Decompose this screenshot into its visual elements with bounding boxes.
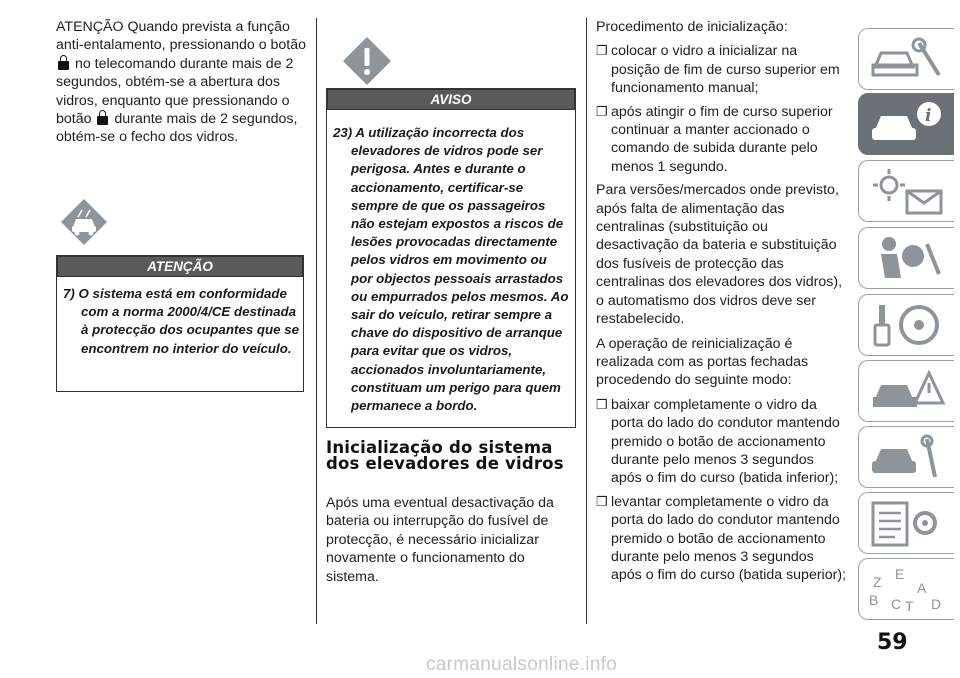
procedure-intro: Procedimento de inicialização:	[596, 19, 788, 35]
attention-text	[57, 277, 303, 374]
svg-text:A: A	[917, 580, 927, 596]
section-text: Após uma eventual desactivação da bateria ou interrupção do fusível de protecção, é necessário inicializar novamente o funcionamento do sistema.	[326, 495, 554, 585]
anti-pinch-paragraph	[56, 18, 308, 147]
svg-text:Z: Z	[873, 574, 882, 590]
procedure-list-1	[596, 42, 848, 176]
car-service-icon	[867, 433, 947, 483]
svg-text:T: T	[905, 598, 914, 614]
list-item: ❒ após atingir o fim de curso superior continuar a manter accionado o comando de subida durante pelo menos 1 segundo.	[596, 103, 833, 175]
tab-car-info[interactable]	[858, 93, 954, 155]
para-part-2: no telecomando durante mais de 2 segundos, obtém-se a abertura dos vidros, enquanto que pressionando o botão	[56, 55, 294, 128]
checkbox-bullet-icon: ❒	[596, 493, 608, 509]
section-title: Inicialização do sistema dos elevadores de vidros	[326, 438, 564, 473]
tab-car-tools[interactable]	[858, 28, 954, 90]
attention-item: 7) O sistema está em conformidade com a norma 2000/4/CE destinada à protecção dos ocupantes que se encontrem no interior do veículo.	[63, 286, 299, 356]
para-part-3: durante mais de 2 segundos, obtém-se o fecho dos vidros.	[56, 111, 298, 146]
svg-text:B: B	[869, 592, 879, 608]
specs-gear-icon	[867, 499, 947, 549]
tab-car-service[interactable]	[858, 426, 954, 488]
svg-text:D: D	[931, 596, 942, 612]
svg-text:i: i	[925, 106, 932, 126]
svg-text:C: C	[891, 596, 902, 612]
aviso-item: 23) A utilização incorrecta dos elevadores de vidros pode ser perigosa. Antes e durante o accionamento, certificar-se sempre de que os passageiros não estejam expostos a riscos de lesões provocadas directamente pelos vidros em movimento ou por objectos pessoais arrastados ou empurrados pelos mesmos. Ao sair do veículo, retirar sempre a chave do dispositivo de arranque para evitar que os vidros, accionados involuntariamente, constituam um perigo para quem permanece a bordo.	[333, 125, 569, 414]
lock-icon	[58, 55, 69, 70]
tab-index[interactable]	[858, 558, 954, 620]
key-steering-icon	[867, 301, 947, 351]
aviso-text	[327, 110, 575, 431]
car-tools-icon	[867, 35, 947, 85]
list-item: ❒ levantar completamente o vidro da porta do lado do condutor mantendo premido o botão de accionamento durante pelo menos 3 segundos após o fim do curso (batida superior);	[596, 493, 846, 584]
car-warning-icon	[60, 198, 108, 246]
svg-text:E: E	[895, 566, 905, 582]
column-divider	[586, 18, 587, 624]
tab-airbag[interactable]	[858, 227, 954, 289]
watermark: carmanualsonline.info	[426, 654, 618, 675]
list-item: ❒ baixar completamente o vidro da porta do lado do condutor mantendo premido o botão de accionamento durante pelo menos 3 segundos após o fim do curso (batida inferior);	[596, 396, 840, 487]
car-hazard-icon	[867, 367, 947, 417]
tab-specs[interactable]	[858, 492, 954, 554]
restore-paragraph: Para versões/mercados onde previsto, após falta de alimentação das centralinas (substituição ou desactivação da bateria e substituição dos fusíveis de protecção das centralinas dos elevadores dos vidros), o automatismo dos vidros deve ser restabelecido.	[596, 182, 843, 328]
warning-lights-icon	[867, 167, 947, 217]
tab-warning-lights[interactable]	[858, 160, 954, 222]
para-part-1: ATENÇÃO Quando prevista a função anti-entalamento, pressionando o botão	[56, 19, 307, 54]
checkbox-bullet-icon: ❒	[596, 396, 608, 412]
list-item: ❒ colocar o vidro a inicializar na posição de fim de curso superior em funcionamento manual;	[596, 43, 840, 97]
aviso-box	[326, 88, 576, 428]
page-number: 59	[877, 630, 908, 655]
lock-icon	[97, 110, 108, 125]
car-info-icon	[867, 100, 947, 150]
tab-car-hazard[interactable]	[858, 360, 954, 422]
checkbox-bullet-icon: ❒	[596, 103, 608, 119]
alphabet-index-icon	[867, 565, 947, 615]
reinit-paragraph: A operação de reinicialização é realizada com as portas fechadas procedendo do seguinte modo:	[596, 335, 809, 389]
procedure-list-2	[596, 396, 848, 585]
aviso-title: AVISO	[327, 89, 575, 110]
checkbox-bullet-icon: ❒	[596, 43, 608, 59]
tab-key-steering[interactable]	[858, 294, 954, 356]
airbag-icon	[867, 234, 947, 284]
attention-box	[56, 255, 304, 392]
exclamation-warning-icon	[342, 36, 392, 86]
attention-title: ATENÇÃO	[57, 256, 303, 277]
column-divider	[316, 18, 317, 624]
